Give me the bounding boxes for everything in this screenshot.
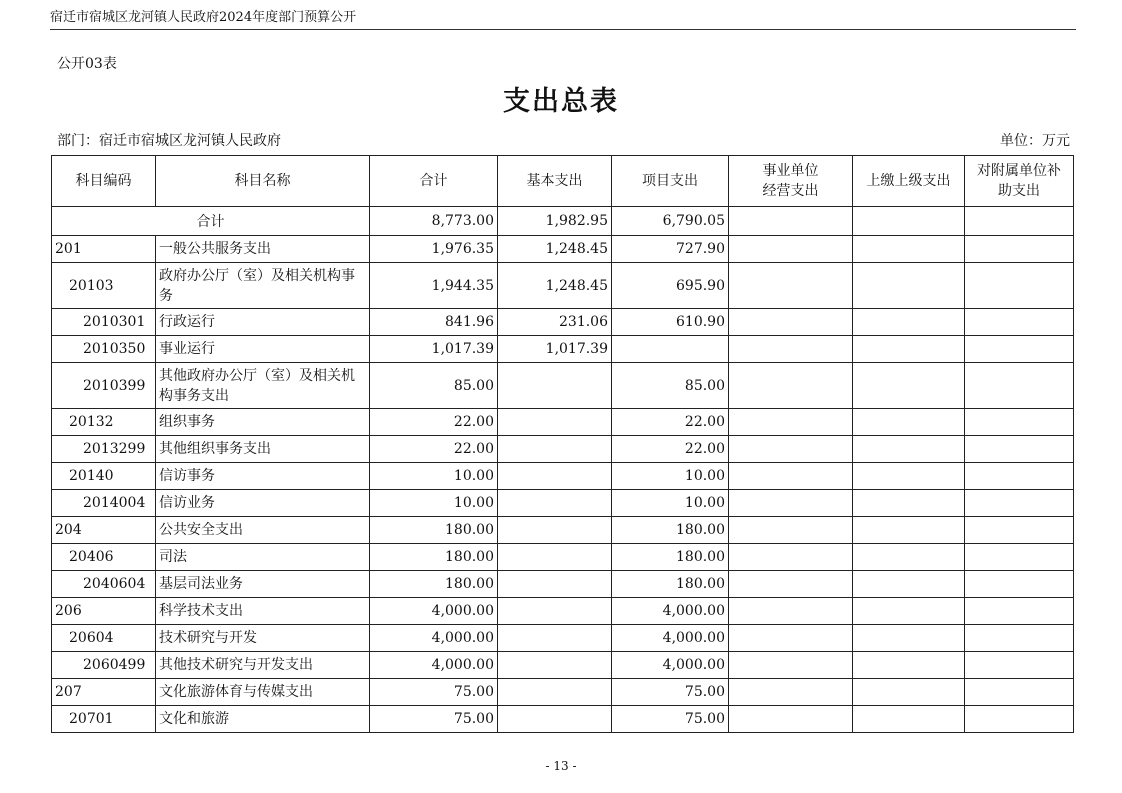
table-header-row — [52, 156, 1074, 207]
cell-code: 2014004 — [52, 490, 156, 517]
cell-subsidy — [965, 463, 1074, 490]
table-row — [52, 236, 1074, 263]
cell-name: 其他组织事务支出 — [156, 436, 370, 463]
header-subsidy-line2: 助支出 — [998, 183, 1040, 199]
total-business — [729, 207, 853, 236]
cell-project: 180.00 — [612, 544, 729, 571]
department-label: 部门：宿迁市宿城区龙河镇人民政府 — [57, 133, 281, 149]
cell-project: 10.00 — [612, 490, 729, 517]
cell-business — [729, 598, 853, 625]
cell-subsidy — [965, 706, 1074, 733]
cell-name: 信访业务 — [156, 490, 370, 517]
cell-code: 20103 — [52, 263, 156, 309]
cell-basic: 231.06 — [498, 309, 612, 336]
table-row — [52, 598, 1074, 625]
cell-business — [729, 309, 853, 336]
cell-code: 20406 — [52, 544, 156, 571]
cell-business — [729, 363, 853, 409]
cell-code: 206 — [52, 598, 156, 625]
table-row — [52, 409, 1074, 436]
table-row — [52, 490, 1074, 517]
cell-project: 695.90 — [612, 263, 729, 309]
cell-total: 841.96 — [370, 309, 498, 336]
cell-basic — [498, 436, 612, 463]
cell-code: 2010301 — [52, 309, 156, 336]
table-row — [52, 436, 1074, 463]
table-row — [52, 517, 1074, 544]
header-project: 项目支出 — [612, 156, 729, 207]
cell-subsidy — [965, 490, 1074, 517]
cell-project: 75.00 — [612, 679, 729, 706]
cell-total: 180.00 — [370, 571, 498, 598]
table-row — [52, 463, 1074, 490]
cell-upper — [853, 363, 965, 409]
cell-basic — [498, 706, 612, 733]
cell-upper — [853, 598, 965, 625]
cell-subsidy — [965, 409, 1074, 436]
cell-upper — [853, 236, 965, 263]
cell-basic — [498, 625, 612, 652]
cell-name: 公共安全支出 — [156, 517, 370, 544]
header-subsidy-line1: 对附属单位补 — [977, 163, 1061, 179]
cell-business — [729, 436, 853, 463]
header-total: 合计 — [370, 156, 498, 207]
header-basic: 基本支出 — [498, 156, 612, 207]
cell-code: 2060499 — [52, 652, 156, 679]
header-code: 科目编码 — [52, 156, 156, 207]
cell-upper — [853, 544, 965, 571]
cell-subsidy — [965, 236, 1074, 263]
cell-business — [729, 706, 853, 733]
cell-basic — [498, 517, 612, 544]
cell-subsidy — [965, 436, 1074, 463]
cell-project: 85.00 — [612, 363, 729, 409]
cell-code: 2040604 — [52, 571, 156, 598]
cell-business — [729, 263, 853, 309]
cell-code: 20604 — [52, 625, 156, 652]
table-row — [52, 336, 1074, 363]
cell-upper — [853, 625, 965, 652]
cell-subsidy — [965, 571, 1074, 598]
cell-basic — [498, 652, 612, 679]
cell-upper — [853, 517, 965, 544]
cell-code: 201 — [52, 236, 156, 263]
unit-label: 单位：万元 — [1000, 133, 1070, 149]
cell-code: 2010399 — [52, 363, 156, 409]
cell-business — [729, 571, 853, 598]
cell-name: 其他技术研究与开发支出 — [156, 652, 370, 679]
cell-upper — [853, 652, 965, 679]
header-subsidy — [965, 156, 1074, 207]
header-business-line1: 事业单位 — [762, 163, 819, 179]
cell-name: 政府办公厅（室）及相关机构事务 — [156, 263, 370, 309]
cell-name: 组织事务 — [156, 409, 370, 436]
cell-basic — [498, 463, 612, 490]
cell-basic — [498, 490, 612, 517]
total-subsidy — [965, 207, 1074, 236]
cell-code: 2010350 — [52, 336, 156, 363]
cell-project: 4,000.00 — [612, 625, 729, 652]
cell-name: 其他政府办公厅（室）及相关机构事务支出 — [156, 363, 370, 409]
cell-subsidy — [965, 625, 1074, 652]
cell-basic — [498, 544, 612, 571]
cell-subsidy — [965, 363, 1074, 409]
cell-business — [729, 490, 853, 517]
total-label: 合计 — [52, 207, 370, 236]
cell-subsidy — [965, 336, 1074, 363]
total-basic: 1,982.95 — [498, 207, 612, 236]
cell-upper — [853, 706, 965, 733]
cell-project: 180.00 — [612, 571, 729, 598]
cell-business — [729, 544, 853, 571]
cell-basic: 1,248.45 — [498, 263, 612, 309]
header-upper: 上缴上级支出 — [853, 156, 965, 207]
cell-subsidy — [965, 679, 1074, 706]
cell-project: 75.00 — [612, 706, 729, 733]
cell-project: 22.00 — [612, 436, 729, 463]
cell-subsidy — [965, 517, 1074, 544]
cell-total: 4,000.00 — [370, 625, 498, 652]
header-business — [729, 156, 853, 207]
table-number: 公开03表 — [57, 56, 117, 72]
page-header: 宿迁市宿城区龙河镇人民政府2024年度部门预算公开 — [50, 9, 1076, 30]
cell-business — [729, 463, 853, 490]
table-row — [52, 652, 1074, 679]
cell-upper — [853, 436, 965, 463]
cell-subsidy — [965, 263, 1074, 309]
cell-code: 2013299 — [52, 436, 156, 463]
cell-total: 1,017.39 — [370, 336, 498, 363]
table-row — [52, 625, 1074, 652]
cell-code: 204 — [52, 517, 156, 544]
cell-project: 180.00 — [612, 517, 729, 544]
cell-code: 207 — [52, 679, 156, 706]
cell-basic: 1,017.39 — [498, 336, 612, 363]
cell-business — [729, 652, 853, 679]
cell-business — [729, 409, 853, 436]
table-row — [52, 544, 1074, 571]
cell-subsidy — [965, 598, 1074, 625]
cell-total: 1,976.35 — [370, 236, 498, 263]
cell-subsidy — [965, 309, 1074, 336]
cell-basic: 1,248.45 — [498, 236, 612, 263]
cell-total: 10.00 — [370, 490, 498, 517]
cell-total: 4,000.00 — [370, 598, 498, 625]
cell-project: 4,000.00 — [612, 598, 729, 625]
cell-name: 信访事务 — [156, 463, 370, 490]
cell-name: 科学技术支出 — [156, 598, 370, 625]
cell-upper — [853, 309, 965, 336]
page-title: 支出总表 — [503, 86, 619, 117]
total-project: 6,790.05 — [612, 207, 729, 236]
cell-upper — [853, 679, 965, 706]
cell-total: 1,944.35 — [370, 263, 498, 309]
cell-basic — [498, 679, 612, 706]
table-row — [52, 706, 1074, 733]
cell-total: 180.00 — [370, 544, 498, 571]
table-row — [52, 363, 1074, 409]
cell-name: 技术研究与开发 — [156, 625, 370, 652]
cell-upper — [853, 463, 965, 490]
cell-subsidy — [965, 652, 1074, 679]
cell-business — [729, 517, 853, 544]
cell-business — [729, 625, 853, 652]
cell-project: 727.90 — [612, 236, 729, 263]
cell-upper — [853, 409, 965, 436]
cell-project: 4,000.00 — [612, 652, 729, 679]
cell-total: 75.00 — [370, 679, 498, 706]
page-number: - 13 - — [545, 759, 577, 773]
total-amount: 8,773.00 — [370, 207, 498, 236]
cell-upper — [853, 336, 965, 363]
cell-total: 22.00 — [370, 436, 498, 463]
cell-project: 10.00 — [612, 463, 729, 490]
cell-name: 文化旅游体育与传媒支出 — [156, 679, 370, 706]
cell-name: 行政运行 — [156, 309, 370, 336]
cell-upper — [853, 490, 965, 517]
cell-total: 10.00 — [370, 463, 498, 490]
cell-upper — [853, 571, 965, 598]
table-row — [52, 679, 1074, 706]
cell-total: 180.00 — [370, 517, 498, 544]
cell-business — [729, 679, 853, 706]
cell-basic — [498, 598, 612, 625]
cell-name: 一般公共服务支出 — [156, 236, 370, 263]
cell-total: 85.00 — [370, 363, 498, 409]
cell-project: 22.00 — [612, 409, 729, 436]
cell-code: 20140 — [52, 463, 156, 490]
cell-upper — [853, 263, 965, 309]
expenditure-table — [51, 155, 1074, 733]
table-row — [52, 263, 1074, 309]
total-row — [52, 207, 1074, 236]
cell-business — [729, 236, 853, 263]
cell-basic — [498, 409, 612, 436]
cell-subsidy — [965, 544, 1074, 571]
cell-total: 4,000.00 — [370, 652, 498, 679]
cell-business — [729, 336, 853, 363]
header-business-line2: 经营支出 — [762, 183, 819, 199]
cell-name: 基层司法业务 — [156, 571, 370, 598]
cell-project: 610.90 — [612, 309, 729, 336]
cell-name: 司法 — [156, 544, 370, 571]
table-row — [52, 571, 1074, 598]
cell-total: 22.00 — [370, 409, 498, 436]
table-row — [52, 309, 1074, 336]
cell-name: 文化和旅游 — [156, 706, 370, 733]
cell-basic — [498, 363, 612, 409]
cell-total: 75.00 — [370, 706, 498, 733]
cell-code: 20132 — [52, 409, 156, 436]
cell-basic — [498, 571, 612, 598]
header-name: 科目名称 — [156, 156, 370, 207]
total-upper — [853, 207, 965, 236]
cell-code: 20701 — [52, 706, 156, 733]
cell-project — [612, 336, 729, 363]
cell-name: 事业运行 — [156, 336, 370, 363]
